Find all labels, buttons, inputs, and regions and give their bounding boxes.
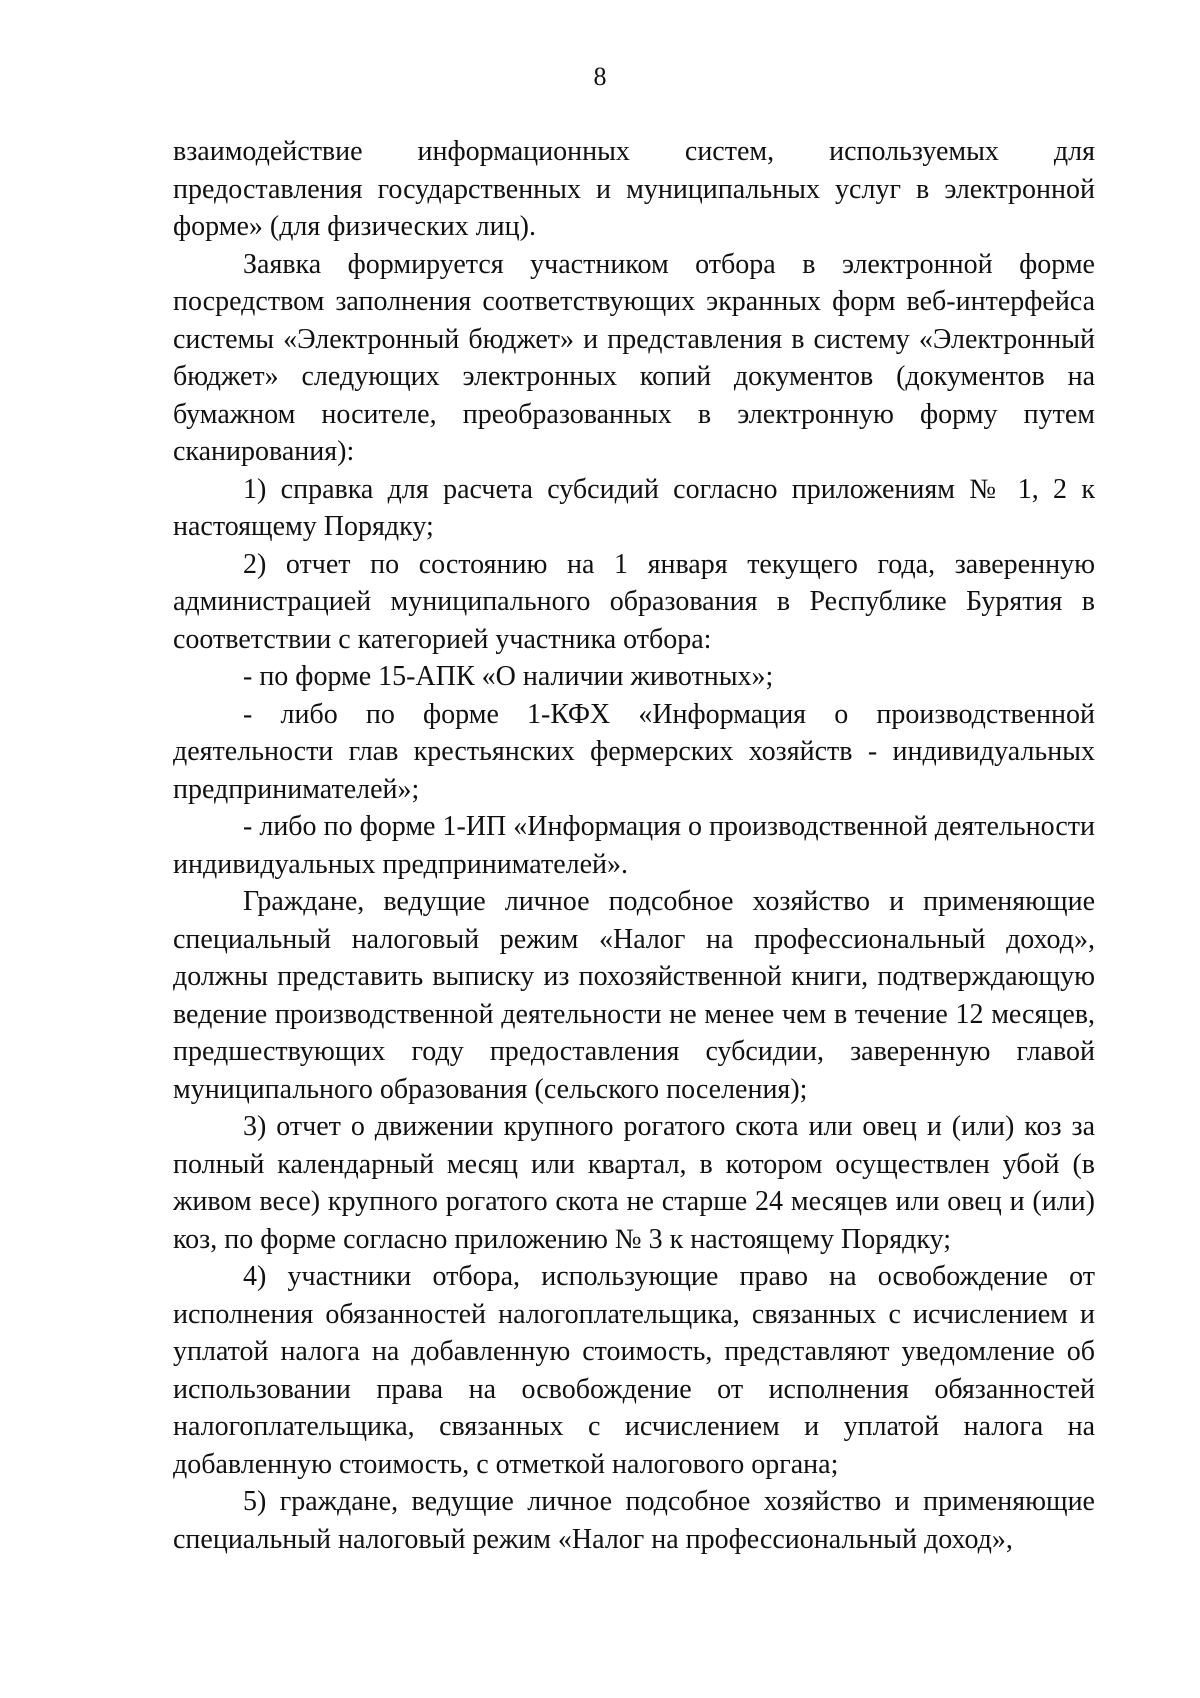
list-item-4: 4) участники отбора, использующие право на освобождение от исполнения обязанностей налогоплательщика, связанных с исчислением и уплатой налога на добавленную стоимость, представляют уведомление об использовании права на освобождение от исполнения обязанностей налогоплательщика, связанных с исчислением и уплатой налога на добавленную стоимость, с отметкой налогового органа; bbox=[173, 1261, 1095, 1480]
dash-item-15-apk: - по форме 15-АПК «О наличии животных»; bbox=[243, 661, 774, 692]
paragraph-citizens: Граждане, ведущие личное подсобное хозяйство и применяющие специальный налоговый режим «Налог на профессиональный доход», должны представить выписку из похозяйственной книги, подтверждающую ведение производственной деятельности не менее чем в течение 12 месяцев, предшествующих году предоставления субсидии, заверенную главой муниципального образования (сельского поселения); bbox=[173, 886, 1095, 1105]
dash-item-1-ip: - либо по форме 1-ИП «Информация о производственной деятельности индивидуальных предпринимателей». bbox=[173, 811, 1095, 880]
list-item-1: 1) справка для расчета субсидий согласно приложениям № 1, 2 к настоящему Порядку; bbox=[173, 473, 1095, 542]
paragraph-continuation: взаимодействие информационных систем, используемых для предоставления государственных и муниципальных услуг в электронной форме» (для физических лиц). bbox=[173, 136, 1095, 242]
document-body bbox=[173, 133, 1095, 1558]
list-item-3: 3) отчет о движении крупного рогатого скота или овец и (или) коз за полный календарный месяц или квартал, в котором осуществлен убой (в живом весе) крупного рогатого скота не старше 24 месяцев или овец и (или) коз, по форме согласно приложению № 3 к настоящему Порядку; bbox=[173, 1111, 1095, 1255]
list-item-5: 5) граждане, ведущие личное подсобное хозяйство и применяющие специальный налоговый режим «Налог на профессиональный доход», bbox=[173, 1486, 1095, 1555]
page-number: 8 bbox=[593, 62, 607, 91]
list-item-2: 2) отчет по состоянию на 1 января текущего года, заверенную администрацией муниципального образования в Республике Бурятия в соответствии с категорией участника отбора: bbox=[173, 548, 1095, 655]
dash-item-1-kfh: - либо по форме 1-КФХ «Информация о производственной деятельности глав крестьянских фермерских хозяйств - индивидуальных предпринимателей»; bbox=[173, 698, 1095, 805]
paragraph-application: Заявка формируется участником отбора в электронной форме посредством заполнения соответствующих экранных форм веб-интерфейса системы «Электронный бюджет» и представления в систему «Электронный бюджет» следующих электронных копий документов (документов на бумажном носителе, преобразованных в электронную форму путем сканирования): bbox=[173, 248, 1095, 467]
